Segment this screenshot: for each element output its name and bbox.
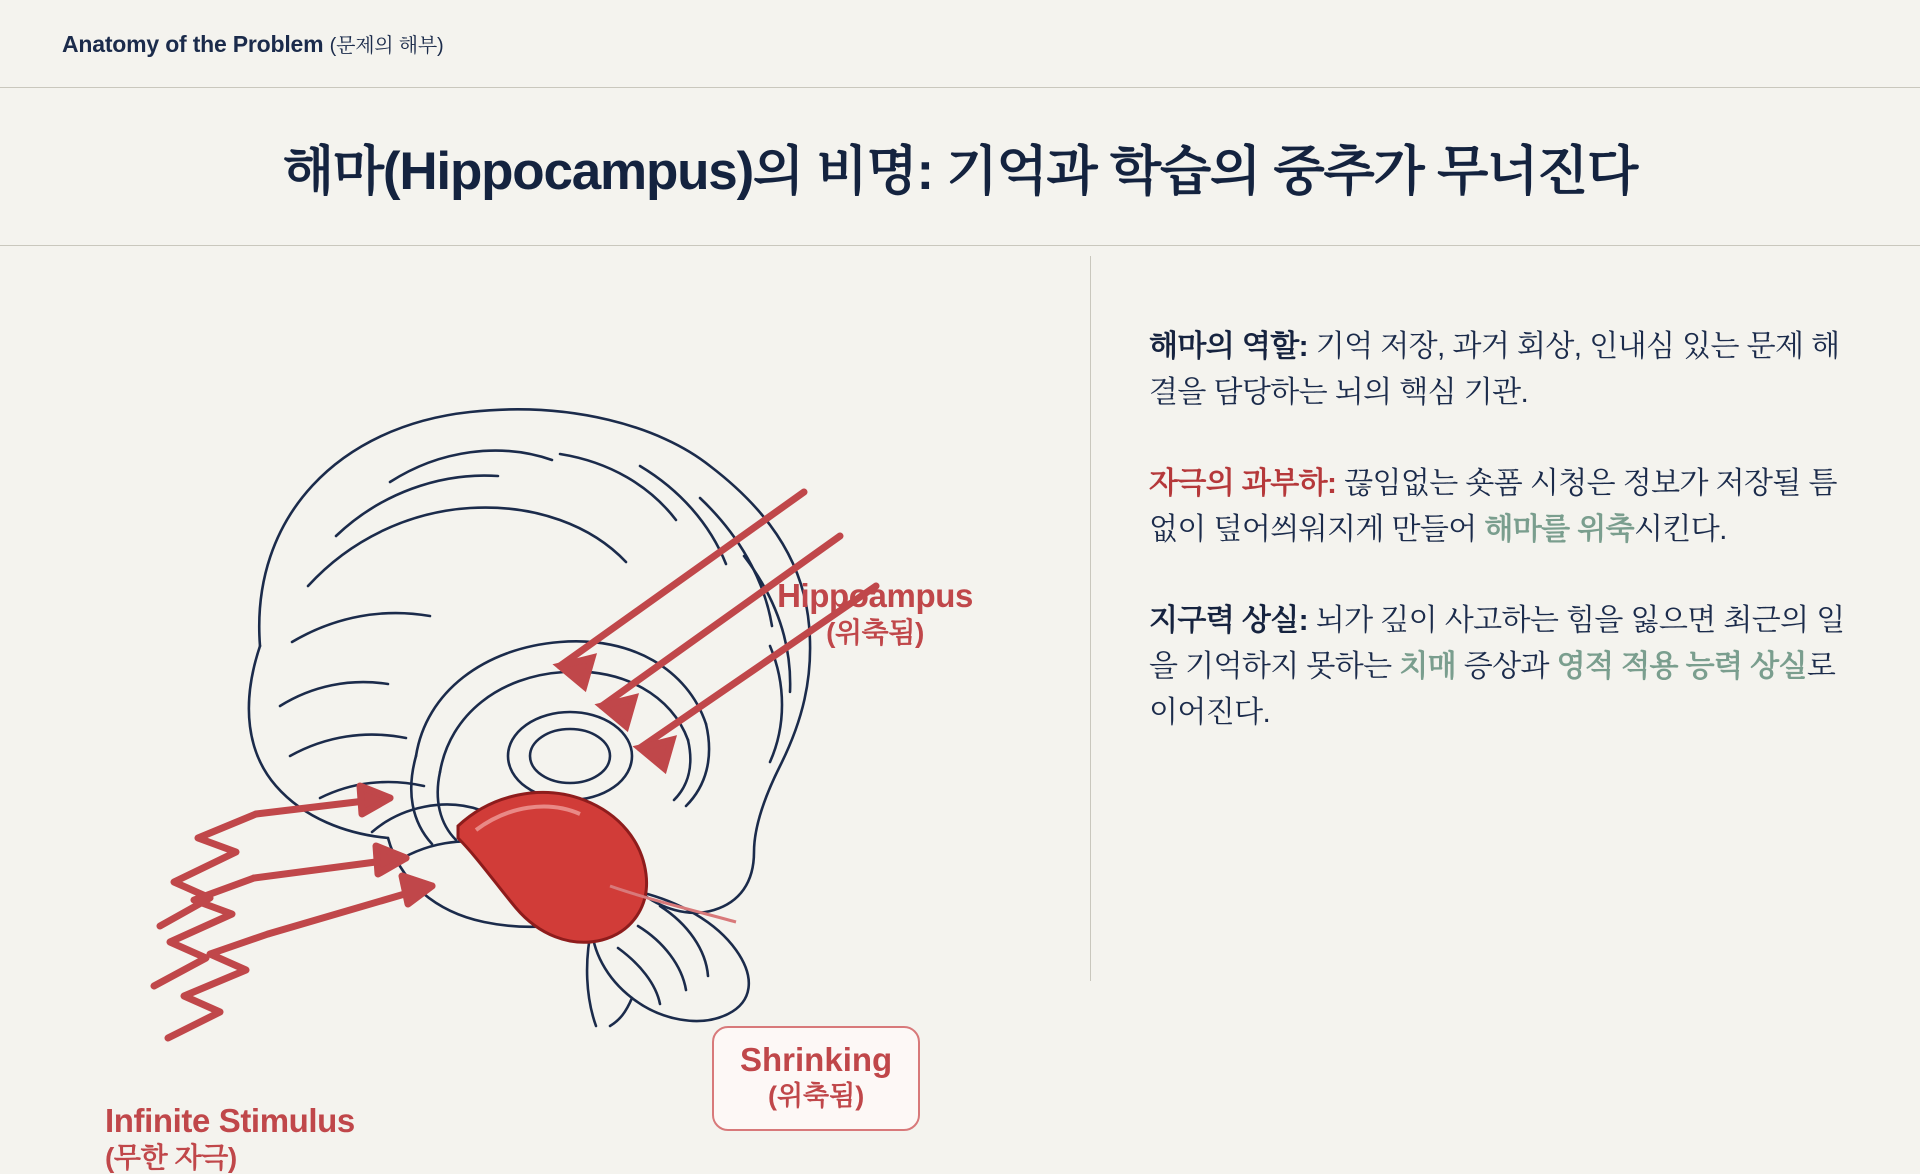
note-item [1149,598,1849,735]
note-highlight: 해마를 위축 [1484,512,1635,546]
note-highlight-2: 영적 적용 능력 상실 [1556,649,1807,683]
note-item [1149,324,1849,415]
callout-shrinking-en: Shrinking [740,1041,893,1078]
label-infinite-stimulus-en: Infinite Stimulus [105,1102,355,1139]
brain-illustration [0,246,1090,1173]
hippocampus-region [458,792,647,942]
callout-shrinking-ko: (위축됨) [767,1081,865,1112]
note-lead: 자극의 과부하: [1149,467,1337,501]
label-hippocampus-en: Hippoampus [777,577,973,614]
brain-diagram-svg [140,286,960,1026]
page-title: 해마(Hippocampus)의 비명: 기억과 학습의 중추가 무너진다 [282,141,1638,201]
label-infinite-stimulus-ko: (무한 자극) [105,1141,237,1173]
note-body: 기억 저장, 과거 회상, 인내심 있는 문제 해결을 담당하는 뇌의 핵심 기관. [1149,330,1840,409]
note-body-tail: 시킨다. [1634,512,1727,546]
notes-pane [1091,246,1920,1071]
note-body: 끊임없는 숏폼 시청은 정보가 저장될 틈 없이 덮어씌워지게 만들어 [1149,467,1837,546]
breadcrumb [62,29,444,58]
label-hippocampus-ko: (위축됨) [826,616,924,648]
note-body-tail: 로 이어진다. [1149,649,1836,729]
note-lead: 지구력 상실: [1149,604,1309,638]
eyebrow-bar [0,0,1920,88]
illustration-pane [0,246,1090,1173]
note-body-mid: 증상과 [1456,649,1557,683]
label-hippocampus [740,576,1010,649]
label-infinite-stimulus [105,1101,355,1174]
note-lead: 해마의 역할: [1149,330,1309,363]
note-item [1149,461,1849,552]
callout-shrinking [712,1026,920,1131]
title-bar [0,88,1920,246]
breadcrumb-ko: (문제의 해부) [329,35,444,57]
content-area [0,246,1920,1173]
note-body: 뇌가 깊이 사고하는 힘을 잃으면 최근의 일을 기억하지 못하는 [1149,604,1845,683]
note-highlight: 치매 [1399,649,1457,683]
breadcrumb-en: Anatomy of the Problem [62,31,324,57]
